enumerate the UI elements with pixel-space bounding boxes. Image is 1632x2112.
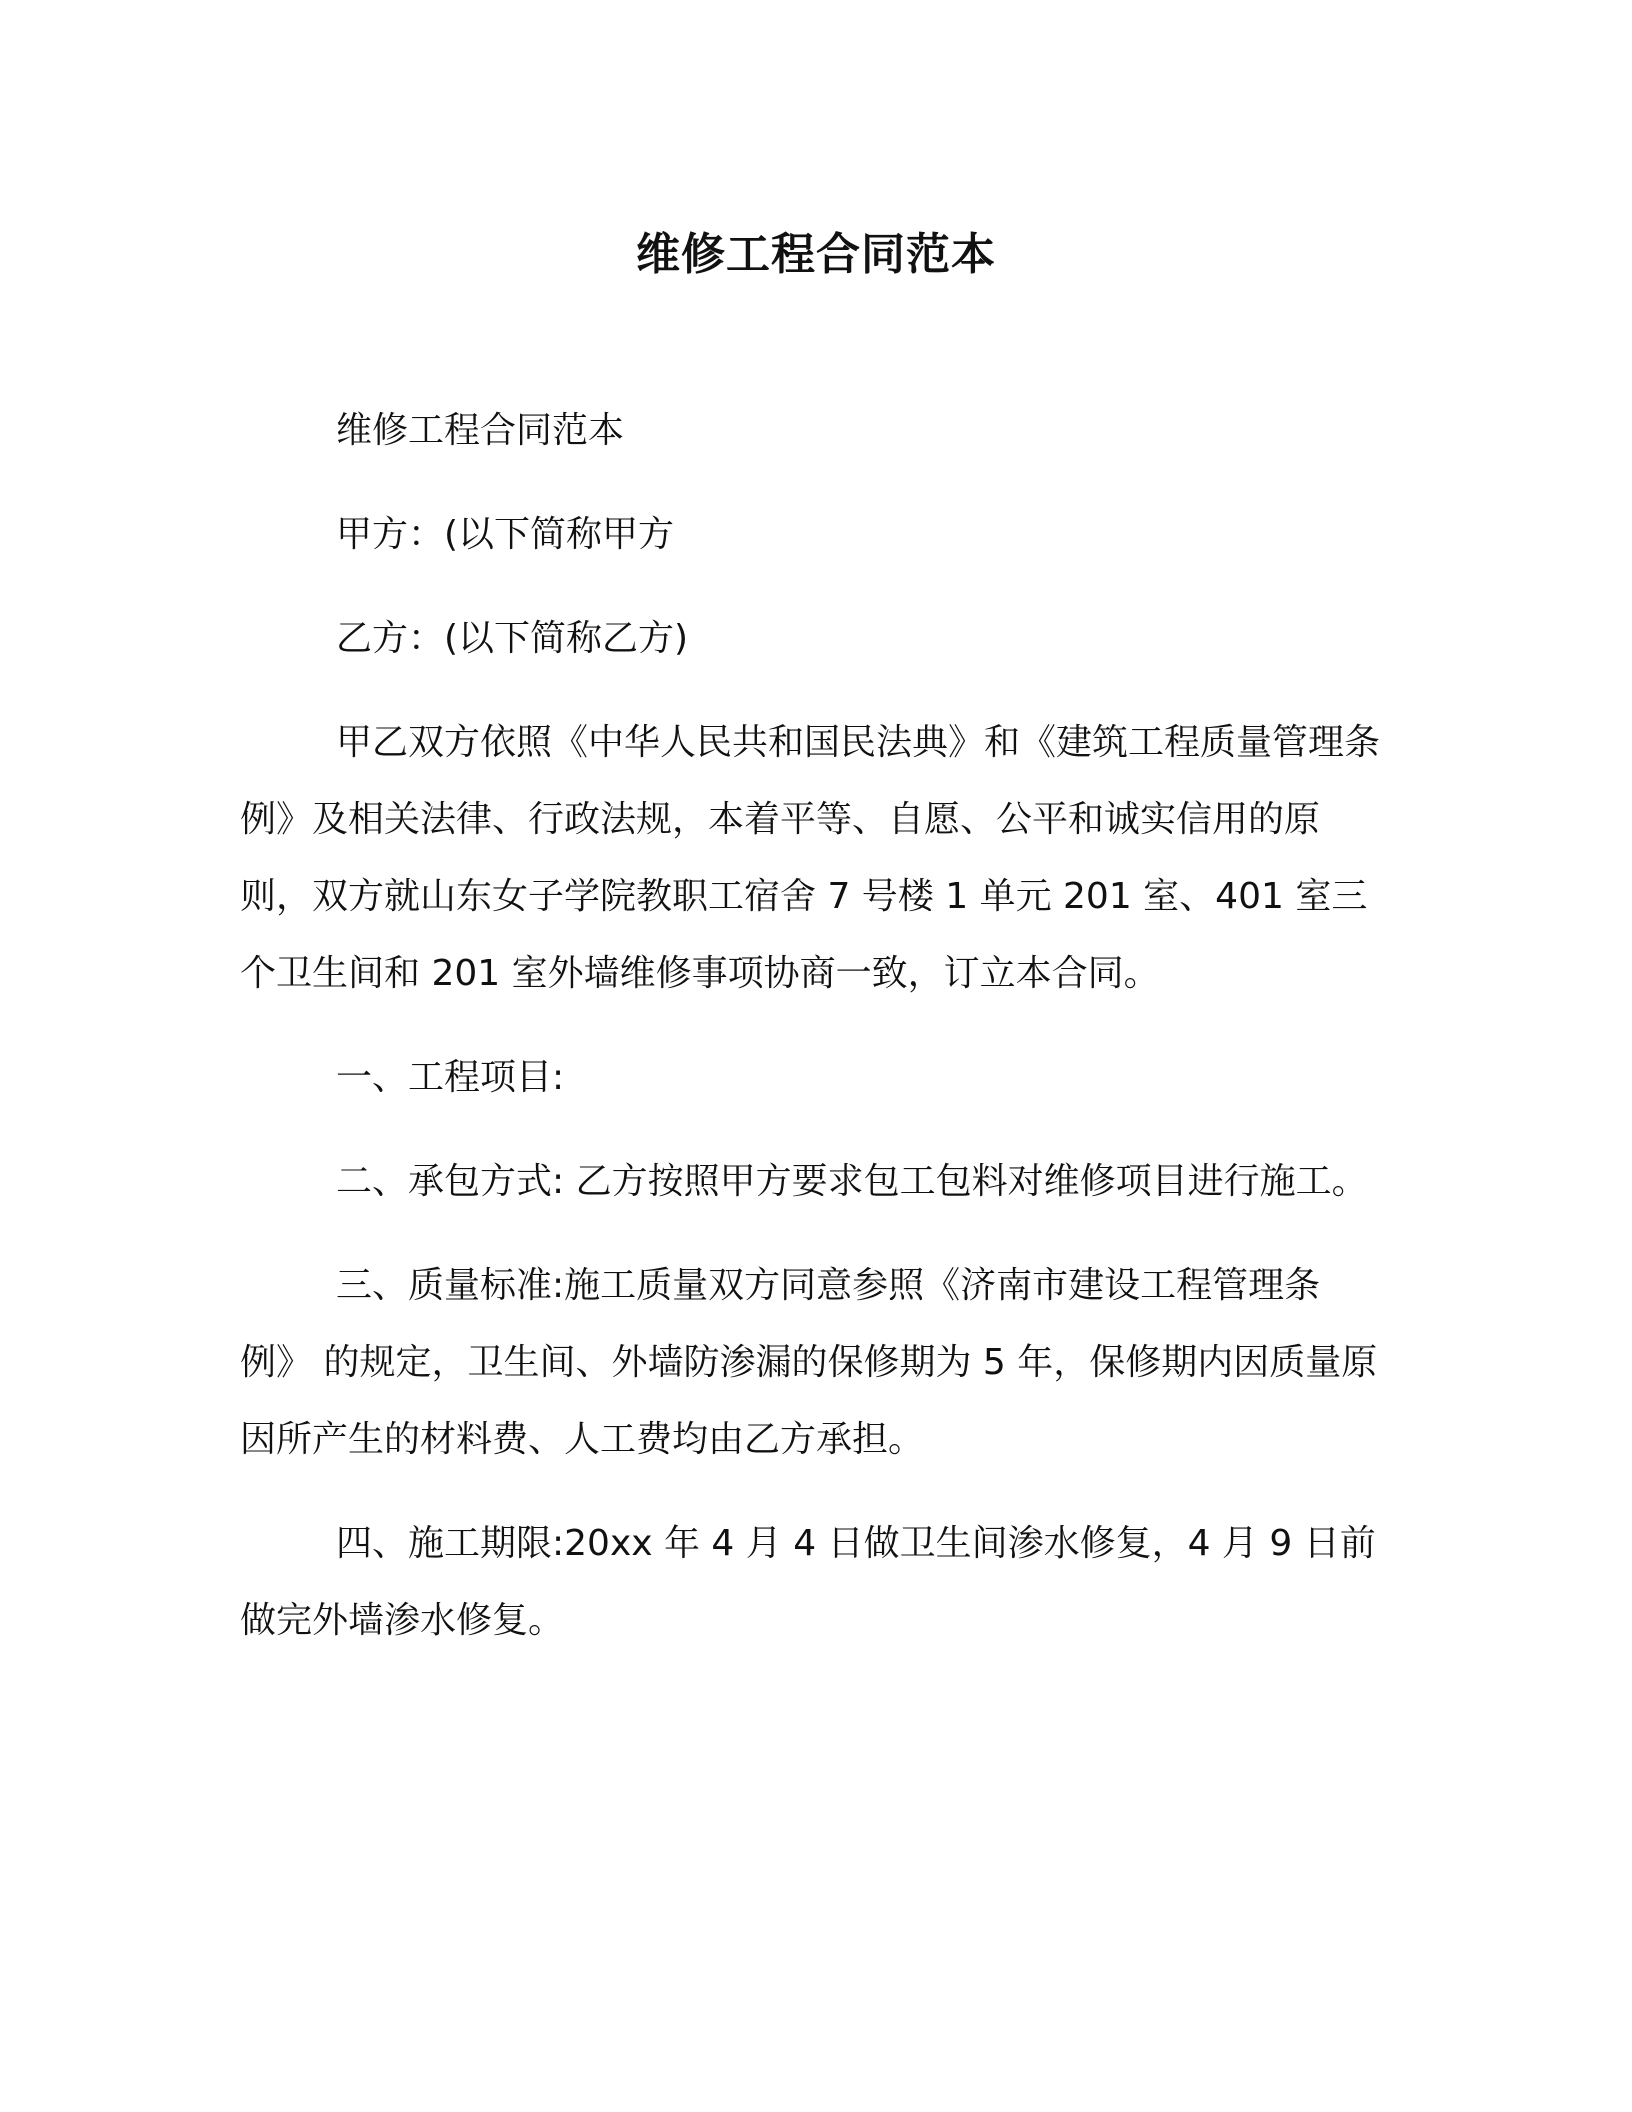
document-body <box>240 392 1380 1686</box>
paragraph-party-b: 乙方：(以下简称乙方) <box>336 618 689 659</box>
paragraph-preamble: 甲乙双方依照《中华人民共和国民法典》和《建筑工程质量管理条例》及相关法律、行政法规，本着平等、自愿、公平和诚实信用的原则，双方就山东女子学院教职工宿舍 7 号楼 1 单元 201 室、401 室三个卫生间和 201 室外墙维修事项协商一致，订立本合同。 <box>240 722 1381 994</box>
paragraph-contract-method: 二、承包方式: 乙方按照甲方要求包工包料对维修项目进行施工。 <box>336 1161 1368 1202</box>
paragraph-party-a: 甲方：(以下简称甲方 <box>336 514 675 555</box>
paragraph-quality-standard: 三、质量标准:施工质量双方同意参照《济南市建设工程管理条例》 的规定，卫生间、外墙防渗漏的保修期为 5 年，保修期内因质量原因所产生的材料费、人工费均由乙方承担。 <box>240 1265 1378 1460</box>
paragraph-project: 一、工程项目: <box>336 1057 565 1098</box>
paragraph-heading: 维修工程合同范本 <box>336 410 625 451</box>
document-title: 维修工程合同范本 <box>636 229 996 280</box>
paragraph-construction-period: 四、施工期限:20xx 年 4 月 4 日做卫生间渗水修复，4 月 9 日前做完外墙渗水修复。 <box>240 1523 1376 1641</box>
